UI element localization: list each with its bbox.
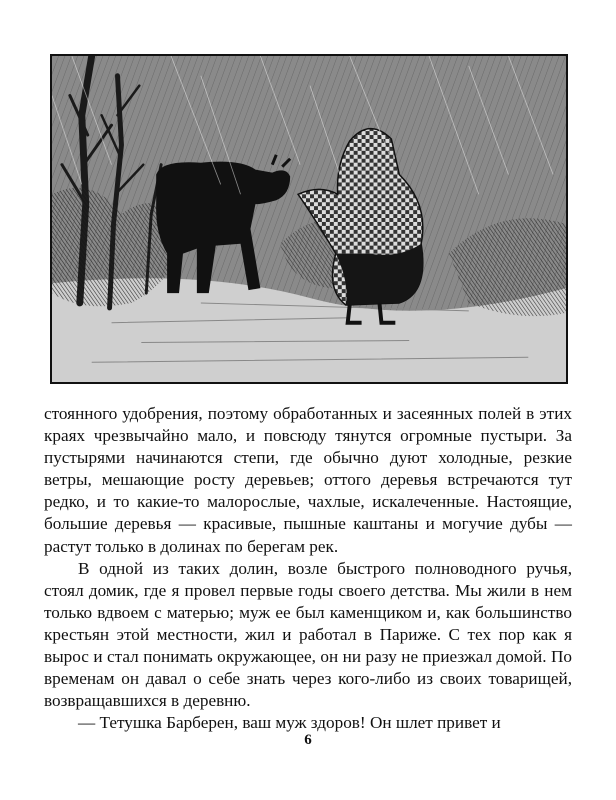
body-text	[44, 403, 572, 734]
engraving-image	[52, 56, 566, 382]
page-number: 6	[304, 732, 312, 748]
paragraph: В одной из таких долин, возле быстрого полноводного ручья, стоял домик, где я провел первые годы своего детства. Мы жили в нем только вдвоем с матерью; муж ее был каменщиком и, как большинство крестьян этой местности, жил и работал в Париже. С тех пор как я вырос и стал понимать окружающее, он ни разу не приезжал домой. По временам он давал о себе знать через кого-либо из своих товарищей, возвращавшихся в деревню.	[44, 558, 572, 711]
paragraph-dialogue: — Тетушка Барберен, ваш муж здоров! Он шлет привет и	[78, 713, 501, 733]
paragraph-continuation: стоянного удобрения, поэтому обработанных и засеянных полей в этих краях чрезвычайно мало, и повсюду тянутся огромные пустыри. За пустырями начинаются степи, где обычно дуют холодные, резкие ветры, мешающие росту деревьев; оттого деревья встречаются тут редко, и то какие-то малорослые, чахлые, искалеченные. Настоящие, большие деревья — красивые, пышные каштаны и могучие дубы — растут только в долинах по берегам рек.	[44, 404, 572, 556]
engraving-illustration	[50, 54, 568, 384]
